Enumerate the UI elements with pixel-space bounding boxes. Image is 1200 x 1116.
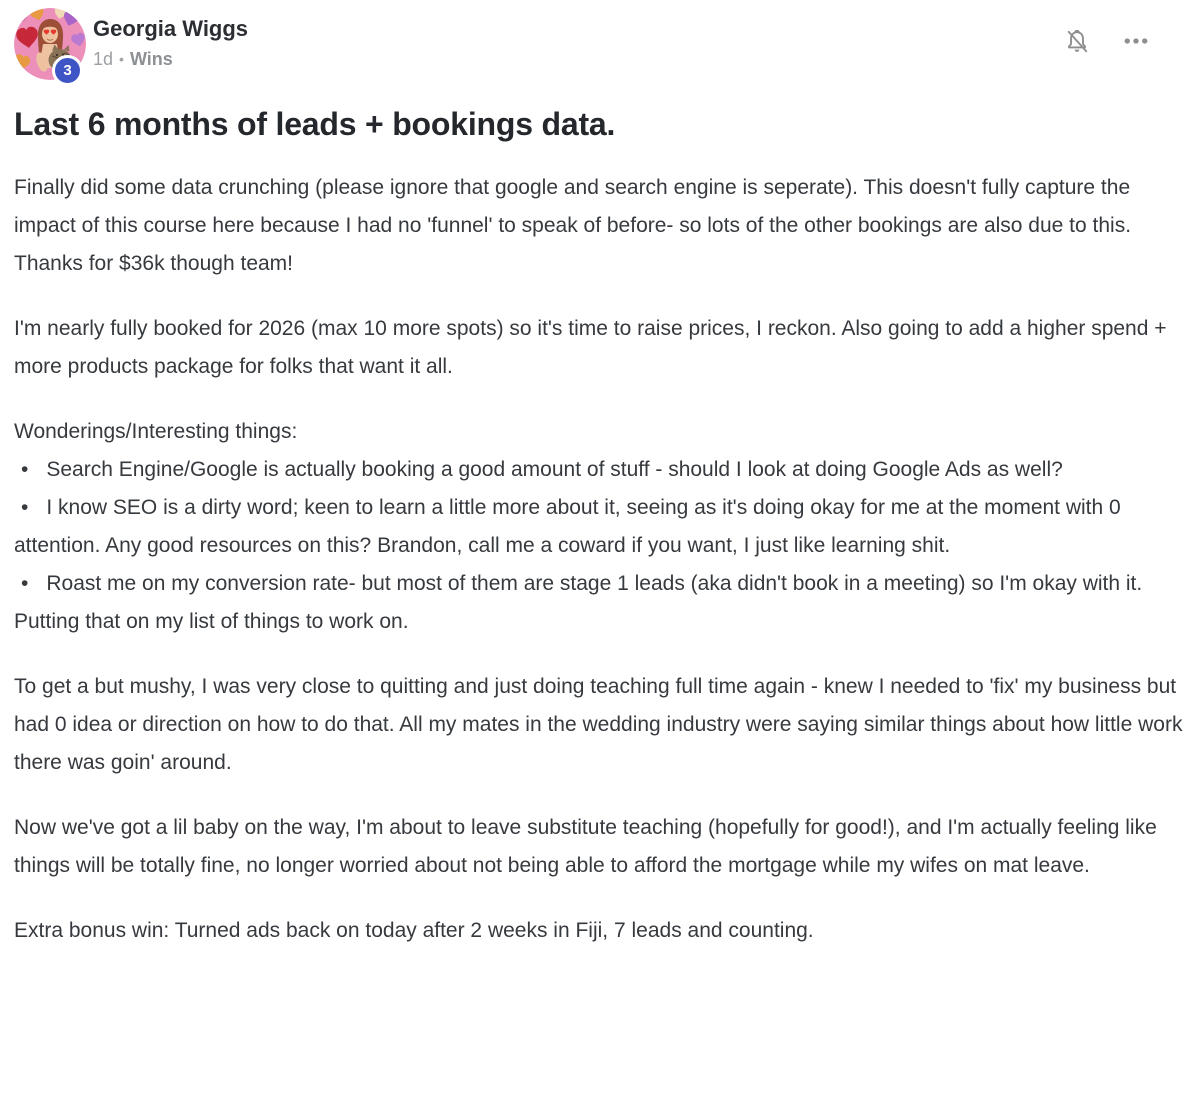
post-title: Last 6 months of leads + bookings data. bbox=[14, 106, 616, 142]
author-name[interactable]: Georgia Wiggs bbox=[93, 16, 249, 41]
paragraph-intro bbox=[14, 169, 1186, 283]
list-item bbox=[14, 565, 1186, 641]
post-header bbox=[14, 8, 1186, 80]
paragraph-intro-line-2: Thanks for $36k though team! bbox=[14, 252, 293, 275]
paragraph-bonus: Extra bonus win: Turned ads back on today after 2 weeks in Fiji, 7 leads and counting. bbox=[14, 919, 814, 942]
ellipsis-icon bbox=[1122, 27, 1150, 55]
paragraph-intro-line-1: Finally did some data crunching (please ignore that google and search engine is seperate). This doesn't fully capture the impact of this course here because I had no 'funnel' to speak of before- so lots of the other bookings are also due to this. bbox=[14, 176, 1132, 237]
list-item-text: I know SEO is a dirty word; keen to learn a little more about it, seeing as it's doing okay for me at the moment with 0 attention. Any good resources on this? Brandon, call me a coward if you want, I just like learning shit. bbox=[14, 496, 1121, 557]
bullet-marker: • bbox=[21, 496, 29, 519]
space-name-wins[interactable]: Wins bbox=[129, 49, 173, 69]
list-item-text: Search Engine/Google is actually booking a good amount of stuff - should I look at doing Google Ads as well? bbox=[46, 458, 1063, 481]
bell-off-icon bbox=[1062, 26, 1092, 56]
list-item bbox=[14, 451, 1186, 489]
bullet-list bbox=[14, 451, 1186, 641]
paragraph-booked: I'm nearly fully booked for 2026 (max 10 more spots) so it's time to raise prices, I reckon. Also going to add a higher spend + more products package for folks that want it all. bbox=[14, 317, 1167, 378]
post-timestamp[interactable]: 1d bbox=[93, 49, 114, 69]
post-meta bbox=[93, 48, 248, 70]
more-options-button[interactable] bbox=[1120, 25, 1152, 57]
meta-separator: • bbox=[119, 51, 124, 67]
list-item bbox=[14, 489, 1186, 565]
bullet-marker: • bbox=[21, 458, 29, 481]
paragraph-baby: Now we've got a lil baby on the way, I'm about to leave substitute teaching (hopefully for good!), and I'm actually feeling like things will be totally fine, no longer worried about not being able to afford the mortgage while my wifes on mat leave. bbox=[14, 816, 1157, 877]
bullet-marker: • bbox=[21, 572, 29, 595]
mute-notifications-button[interactable] bbox=[1060, 24, 1094, 58]
author-block bbox=[93, 8, 248, 70]
post-body bbox=[14, 169, 1186, 950]
header-actions bbox=[1060, 24, 1186, 58]
avatar[interactable] bbox=[14, 8, 86, 80]
paragraph-mushy: To get a but mushy, I was very close to quitting and just doing teaching full time again - knew I needed to 'fix' my business but had 0 idea or direction on how to do that. All my mates in the wedding industry were saying similar things about how little work there was goin' around. bbox=[14, 675, 1183, 774]
paragraph-wonderings-label: Wonderings/Interesting things: bbox=[14, 420, 298, 443]
avatar-level-badge: 3 bbox=[52, 55, 83, 86]
list-item-text: Roast me on my conversion rate- but most of them are stage 1 leads (aka didn't book in a meeting) so I'm okay with it. Putting that on my list of things to work on. bbox=[14, 572, 1143, 633]
